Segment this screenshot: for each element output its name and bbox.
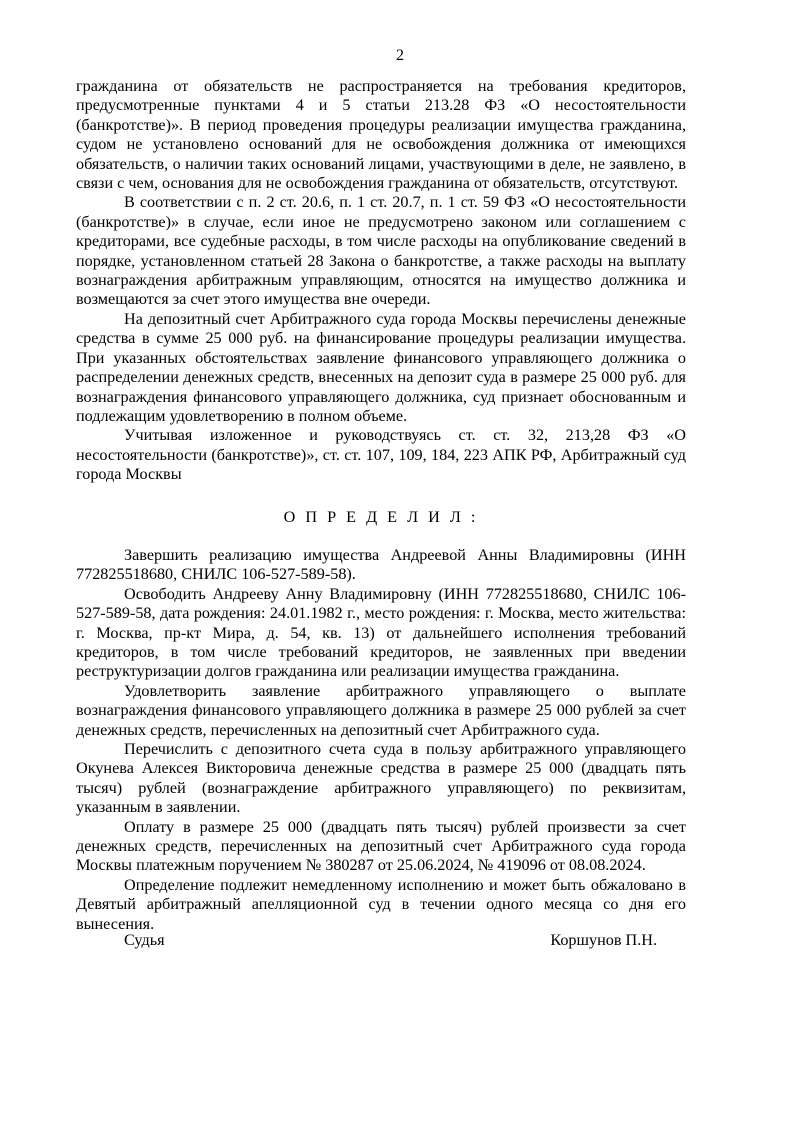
- paragraph-continuation: гражданина от обязательств не распространяется на требования кредиторов, предусмотренные пунктами 4 и 5 статьи 213.28 ФЗ «О несостоятельности (банкротстве)». В период проведения процедуры реализации имущества гражданина, судом не установлено оснований для не освобождения должника от имеющихся обязательств, о наличии таких оснований лицами, участвующими в деле, не заявлено, в связи с чем, основания для не освобождения гражданина от обязательств, отсутствуют.: [76, 77, 686, 193]
- ruling-appeal-notice: Определение подлежит немедленному исполнению и может быть обжаловано в Девятый арбитражный апелляционной суд в течении одного месяца со дня его вынесения.: [76, 875, 686, 933]
- paragraph-court-costs: В соответствии с п. 2 ст. 20.6, п. 1 ст. 20.7, п. 1 ст. 59 ФЗ «О несостоятельности (банкротстве)» в случае, если иное не предусмотрено законом или соглашением с кредиторами, все судебные расходы, в том числе расходы на опубликование сведений в порядке, установленном статьей 28 Закона о банкротстве, а также расходы на выплату вознаграждения арбитражным управляющим, относятся на имущество должника и возмещаются за счет этого имущества вне очереди.: [76, 193, 686, 309]
- verdict-heading: О П Р Е Д Е Л И Л :: [283, 507, 479, 526]
- ruling-complete-realization: Завершить реализацию имущества Андреевой Анны Владимировны (ИНН 772825518680, СНИЛС 106-527-589-58).: [76, 545, 686, 584]
- document-body: [76, 77, 686, 934]
- paragraph-deposit: На депозитный счет Арбитражного суда города Москвы перечислены денежные средства в сумме 25 000 руб. на финансирование процедуры реализации имущества. При указанных обстоятельствах заявление финансового управляющего должника о распределении денежных средств, внесенных на депозит суда в размере 25 000 руб. для вознаграждения финансового управляющего должника, суд признает обоснованным и подлежащим удовлетворению в полном объеме.: [76, 309, 686, 425]
- paragraph-legal-basis: Учитывая изложенное и руководствуясь ст. ст. 32, 213,28 ФЗ «О несостоятельности (банкротстве)», ст. ст. 107, 109, 184, 223 АПК РФ, Арбитражный суд города Москвы: [76, 426, 686, 484]
- judge-role: Судья: [124, 931, 165, 949]
- ruling-release-debtor: Освободить Андрееву Анну Владимировну (ИНН 772825518680, СНИЛС 106-527-589-58, дата рождения: 24.01.1982 г., место рождения: г. Москва, место жительства: г. Москва, пр-кт Мира, д. 54, кв. 13) от дальнейшего исполнения требований кредиторов, в том числе требований кредиторов, не заявленных при введении реструктуризации долгов гражданина или реализации имущества гражданина.: [76, 584, 686, 681]
- ruling-approve-fee: Удовлетворить заявление арбитражного управляющего о выплате вознаграждения финансового управляющего должника в размере 25 000 рублей за счет денежных средств, перечисленных на депозитный счет Арбитражного суда.: [76, 681, 686, 739]
- judge-name: Коршунов П.Н.: [550, 931, 657, 949]
- ruling-transfer-funds: Перечислить с депозитного счета суда в пользу арбитражного управляющего Окунева Алексея Викторовича денежные средства в размере 25 000 (двадцать пять тысяч) рублей (вознаграждение арбитражного управляющего) по реквизитам, указанным в заявлении.: [76, 740, 686, 817]
- page-number: 2: [396, 47, 404, 64]
- ruling-payment-source: Оплату в размере 25 000 (двадцать пять тысяч) рублей произвести за счет денежных средств, перечисленных на депозитный счет Арбитражного суда города Москвы платежным поручением № 380287 от 25.06.2024, № 419096 от 08.08.2024.: [76, 817, 686, 875]
- signature-block: [124, 930, 657, 950]
